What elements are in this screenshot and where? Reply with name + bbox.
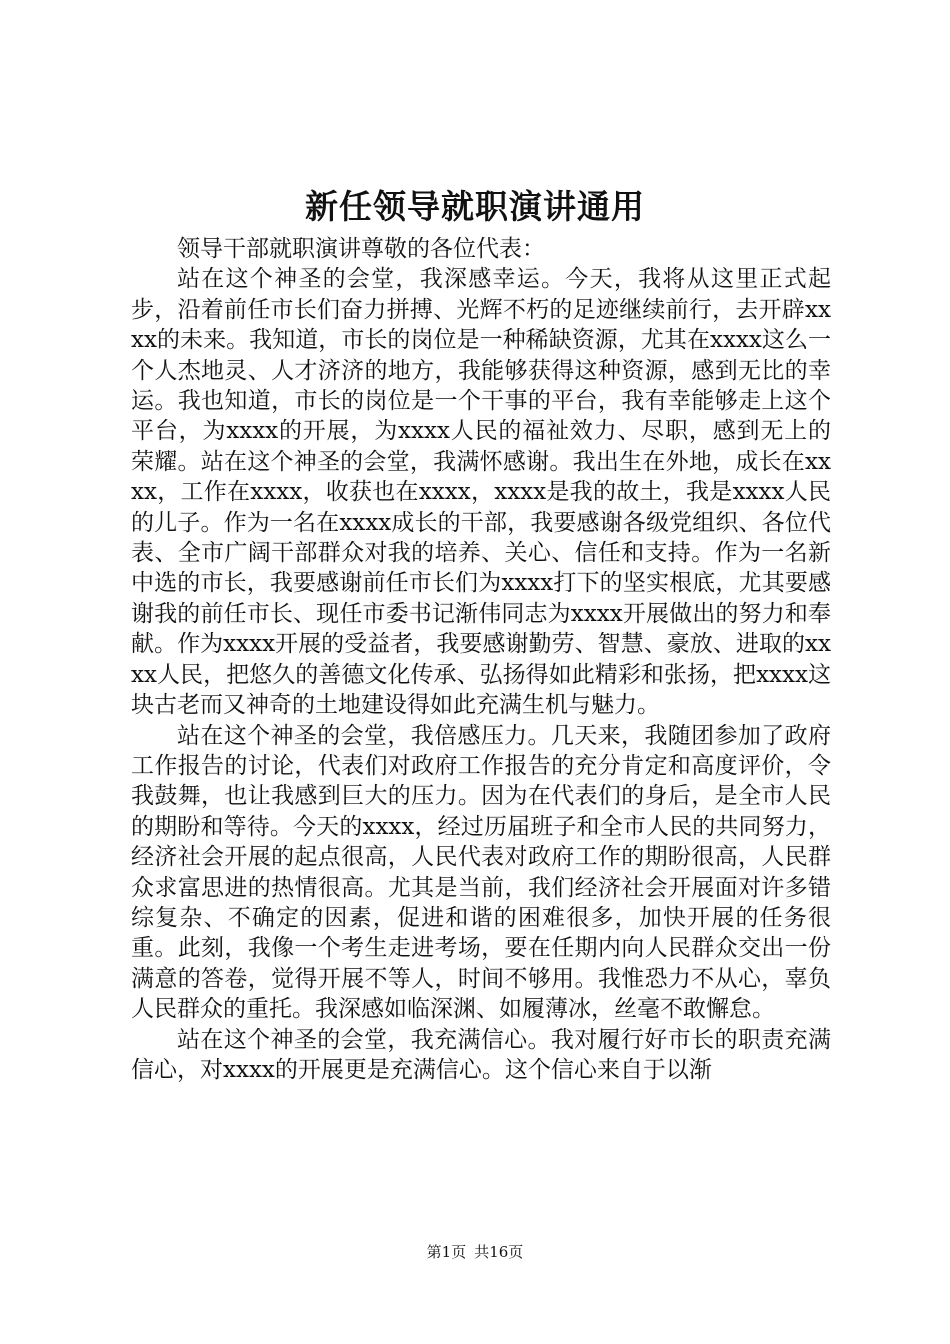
body-paragraph: 站在这个神圣的会堂，我深感幸运。今天，我将从这里正式起步，沿着前任市长们奋力拼搏、光辉不朽的足迹继续前行，去开辟xxxx的未来。我知道，市长的岗位是一种稀缺资源，尤其在xxxx这么一个人杰地灵、人才济济的地方，我能够获得这种资源，感到无比的幸运。我也知道，市长的岗位是一个干事的平台，我有幸能够走上这个平台，为xxxx的开展，为xxxx人民的福祉效力、尽职，感到无上的荣耀。站在这个神圣的会堂，我满怀感谢。我出生在外地，成长在xxxx，工作在xxxx，收获也在xxxx，xxxx是我的故土，我是xxxx人民的儿子。作为一名在xxxx成长的干部，我要感谢各级党组织、各位代表、全市广阔干部群众对我的培养、关心、信任和支持。作为一名新中选的市长，我要感谢前任市长们为xxxx打下的坚实根底，尤其要感谢我的前任市长、现任市委书记渐伟同志为xxxx开展做出的努力和奉献。作为xxxx开展的受益者，我要感谢勤劳、智慧、豪放、进取的xxxx人民，把悠久的善德文化传承、弘扬得如此精彩和张扬，把xxxx这块古老而又神奇的土地建设得如此充满生机与魅力。 bbox=[131, 266, 831, 719]
page-total: 共16页 bbox=[474, 1243, 524, 1261]
document-title: 新任领导就职演讲通用 bbox=[305, 187, 645, 226]
page-number: 第1页 bbox=[426, 1243, 467, 1261]
body-paragraph: 站在这个神圣的会堂，我倍感压力。几天来，我随团参加了政府工作报告的讨论，代表们对政府工作报告的充分肯定和高度评价，令我鼓舞，也让我感到巨大的压力。因为在代表们的身后，是全市人民的期盼和等待。今天的xxxx，经过历届班子和全市人民的共同努力，经济社会开展的起点很高，人民代表对政府工作的期盼很高，人民群众求富思进的热情很高。尤其是当前，我们经济社会开展面对许多错综复杂、不确定的因素，促进和谐的困难很多，加快开展的任务很重。此刻，我像一个考生走进考场，要在任期内向人民群众交出一份满意的答卷，觉得开展不等人，时间不够用。我惟恐力不从心，辜负人民群众的重托。我深感如临深渊、如履薄冰，丝毫不敢懈怠。 bbox=[131, 722, 831, 1023]
document-body bbox=[131, 234, 831, 1085]
body-paragraph: 站在这个神圣的会堂，我充满信心。我对履行好市长的职责充满信心，对xxxx的开展更是充满信心。这个信心来自于以渐 bbox=[131, 1026, 831, 1083]
salutation-paragraph: 领导干部就职演讲尊敬的各位代表： bbox=[177, 236, 545, 262]
page-footer bbox=[0, 1241, 950, 1263]
